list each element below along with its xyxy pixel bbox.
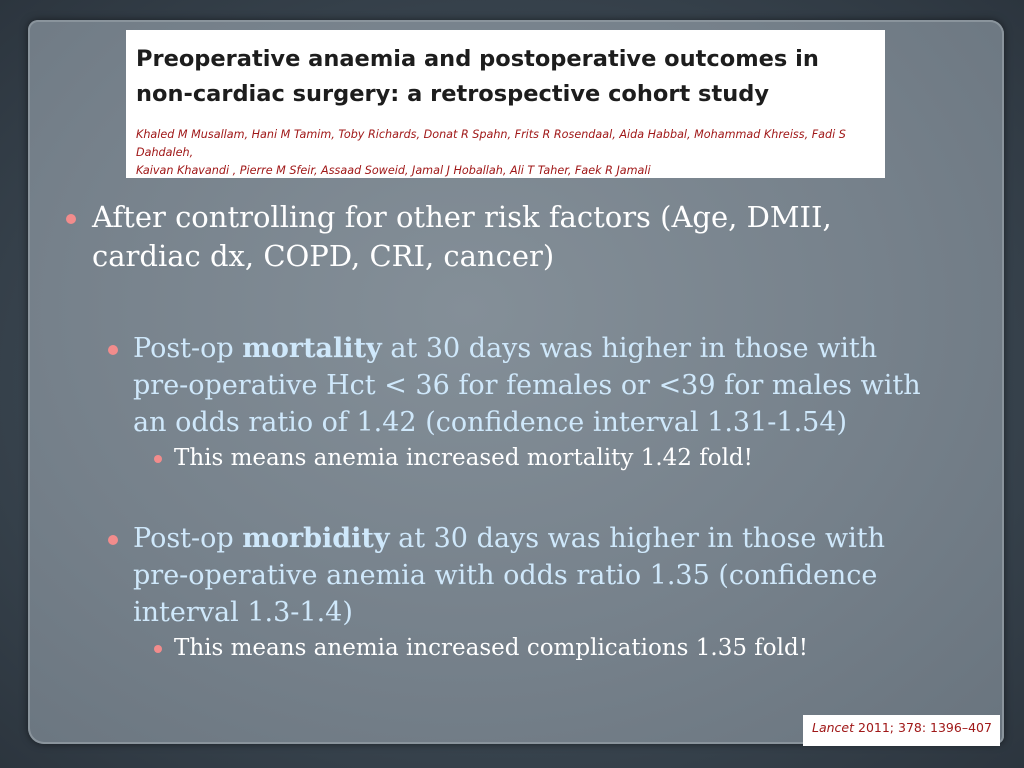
bullet-mortality-rest: at 30 days was higher in those with [381,333,878,364]
bullet-morbidity-line-2: pre-operative anemia with odds ratio 1.35 (confidence [133,560,878,591]
bullet-mortality-bold: mortality [242,333,382,364]
paper-title-line-1: Preoperative anaemia and postoperative outcomes in [136,46,819,72]
bullet-dot-icon [108,345,118,355]
citation-details: 2011; 378: 1396–407 [854,720,992,735]
paper-authors-line-1: Khaled M Musallam, Hani M Tamim, Toby Richards, Donat R Spahn, Frits R Rosendaal, Aida Habbal, Mohammad Khreiss, Fadi S Dahdaleh, [136,128,846,159]
bullet-dot-icon [66,214,76,224]
bullet-morbidity [62,520,962,631]
bullet-mortality [62,330,962,441]
bullet-main [62,198,962,276]
bullet-morbidity-rest: at 30 days was higher in those with [389,523,885,554]
bullet-main-line-1: After controlling for other risk factors (Age, DMII, [92,200,832,234]
spacer [62,276,962,330]
bullet-mortality-line-3: an odds ratio of 1.42 (confidence interval 1.31-1.54) [133,407,848,438]
bullet-mortality-prefix: Post-op [133,333,243,364]
bullet-mortality-line-1 [133,330,962,367]
paper-authors [136,126,875,180]
sub-bullet-morbidity-text: This means anemia increased complications 1.35 fold! [174,635,808,661]
paper-header-image [126,30,885,178]
bullet-mortality-line-2: pre-operative Hct < 36 for females or <39 for males with [133,370,921,401]
paper-authors-line-2: Kaivan Khavandi , Pierre M Sfeir, Assaad Soweid, Jamal J Hoballah, Ali T Taher, Faek R Jamali [136,164,651,177]
bullet-dot-icon [154,645,162,653]
spacer [62,475,962,520]
bullet-main-line-2: cardiac dx, COPD, CRI, cancer) [92,239,555,273]
bullet-morbidity-prefix: Post-op [133,523,243,554]
bullet-morbidity-bold: morbidity [242,523,390,554]
sub-bullet-mortality-text: This means anemia increased mortality 1.42 fold! [174,445,753,471]
slide-content [62,198,962,665]
sub-bullet-mortality [62,441,962,475]
sub-bullet-morbidity [62,631,962,665]
bullet-morbidity-line-1 [133,520,962,557]
paper-title-line-2: non-cardiac surgery: a retrospective cohort study [136,81,769,107]
bullet-dot-icon [108,535,118,545]
bullet-dot-icon [154,455,162,463]
citation-box [803,715,1000,746]
bullet-morbidity-line-3: interval 1.3-1.4) [133,597,353,628]
citation-journal: Lancet [812,720,855,735]
